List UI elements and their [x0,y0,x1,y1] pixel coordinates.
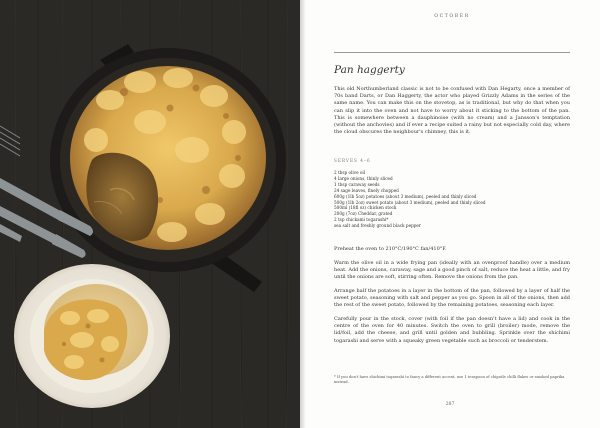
ingredient-item: 24 sage leaves, finely chopped [334,187,399,193]
recipe-intro: This old Northumberland classic is not to be confused with Dan Hegarty, once a member of 70s band Darts, or Dan Haggerty, the actor who played Grizzly Adams in the series of the same name. You can make this on the stovetop, as is traditional, but why do that when you can slip it into the oven and not have to worry about it sticking to the bottom of the pan. This is somewhere between a dauphinoise (with no cream) and a Jansson's temptation (without the anchovies) and if ever a recipe suited a rainy but not especially cold day, where the cloud obscures the neighbour's chimney, this is it. [334,86,570,136]
ingredient-item: 2 tbsp olive oil [334,170,366,175]
method-step: Carefully pour in the stock, cover (with foil if the pan doesn't have a lid) and cook in the centre of the oven for 40 minutes. Switch the oven to grill (broiler) mode, remove the lid/foil, add the cheese, and grill until golden and bubbling. Sprinkle over the shichimi togarashi and serve with a squeaky green vegetable such as broccoli or tenderstem. [334,315,570,344]
footnote: * If you don't have shichimi togarashi to fancy a different accent, use 1 teaspoon of chipotle chilli flakes or smoked paprika instead. [334,375,565,384]
ingredient-item: 1 tbsp caraway seeds [334,181,380,187]
ingredient-item: 4 large onions, thinly sliced [334,175,393,181]
header-rule [334,52,570,53]
serves-label: SERVES 4–6 [334,158,371,163]
running-head: OCTOBER [434,14,470,19]
recipe-page [300,0,600,428]
method [334,246,570,351]
ingredient-item: sea salt and freshly ground black pepper [334,223,421,229]
page-number: 287 [445,402,455,407]
recipe-title: Pan haggerty [334,64,405,76]
ingredients-list [334,170,486,229]
ingredient-item: 2 tsp chickami togarashi* [334,217,389,223]
book-gutter [300,0,306,428]
method-step: Preheat the oven to 210°C/190°C fan/410°F. [334,246,447,252]
method-step: Arrange half the potatoes in a layer in the bottom of the pan, followed by a layer of half the sweet potato, seasoning with salt and pepper as you go. Spoon in all of the onions, then add the rest of the sweet potato, followed by the remaining potatoes, seasoning each layer. [334,287,570,309]
ingredient-item: 200g (7oz) Cheddar, grated [334,211,393,217]
method-step: Warm the olive oil in a wide frying pan (ideally with an ovenproof handle) over a medium heat. Add the onions, caraway, sage and a good pinch of salt, reduce the heat a little, and fry until the onions are soft, stirring often. Remove the onions from the pan. [334,259,570,281]
ingredient-item: 500ml (18fl oz) chicken stock [334,205,397,211]
ingredient-item: 500g (1lb 2oz) sweet potato (about 3 medium), peeled and thinly sliced [334,199,486,205]
ingredient-item: 600g (1lb 5oz) potatoes (about 3 medium), peeled and thinly sliced [334,193,477,199]
